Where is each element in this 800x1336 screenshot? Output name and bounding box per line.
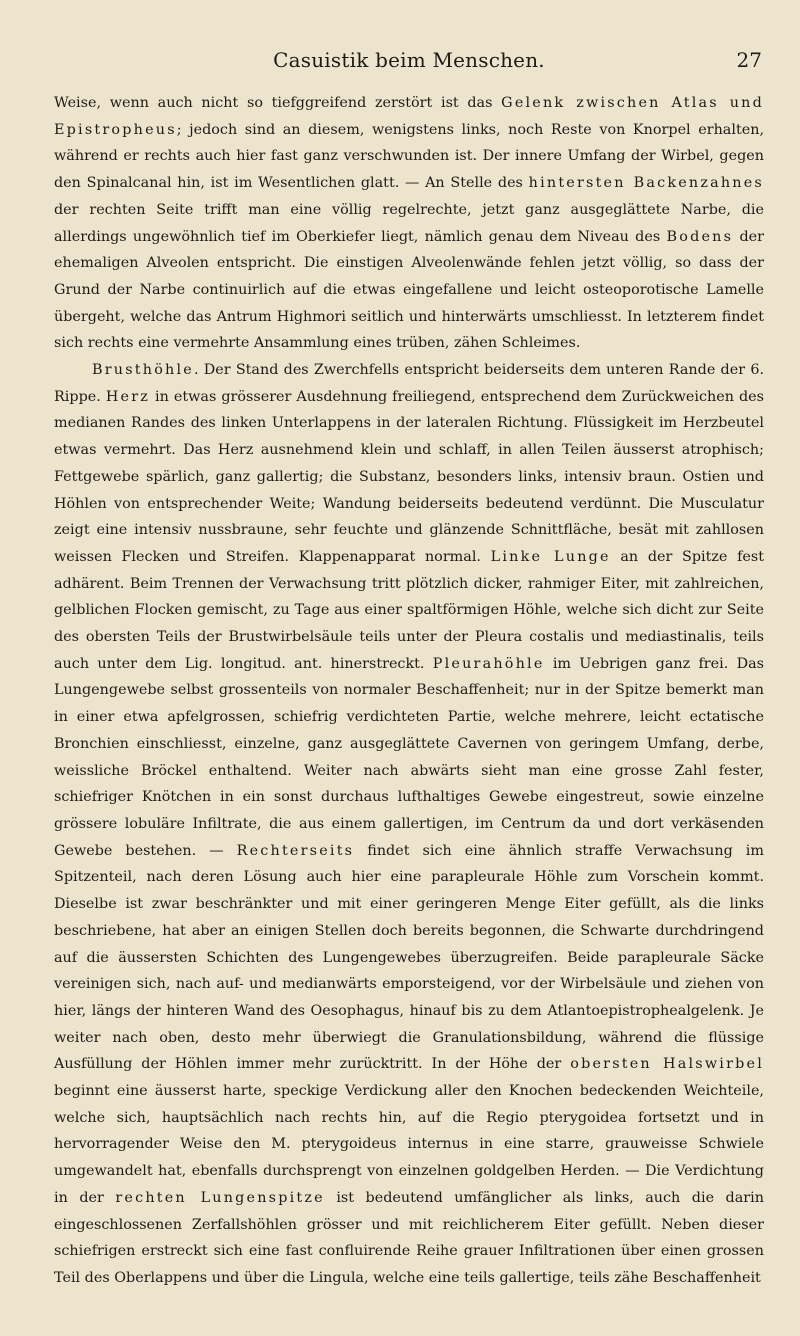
page-number: 27 <box>736 48 762 72</box>
text-run: beginnt eine äusserst harte, speckige Verdickung aller den Knochen bedeckenden Weichteile, welche sich, hauptsächlich nach rechts hin, auf die Regio pterygoidea fortsetzt und in hervorragender Weise den M. pterygoideus internus in eine starre, grauweisse Schwiele umgewandelt hat, ebenfalls durchsprengt von einzelnen goldgelben Herden. — Die Verdichtung in der <box>54 1083 764 1206</box>
text-run: im Uebrigen ganz frei. Das Lungengewebe selbst grossenteils von normaler Beschaffenheit; nur in der Spitze bemerkt man in einer etwa apfelgrossen, schiefrig verdichteten Partie, welche mehrere, leicht ectatische Bronchien einschliesst, einzelne, ganz ausgeglättete Cavernen von geringem Umfang, derbe, weissliche Bröckel enthaltend. Weiter nach abwärts sieht man eine grosse Zahl fester, schiefriger Knötchen in ein sonst durchaus lufthaltiges Gewebe eingestreut, sowie einzelne grössere lobuläre Infiltrate, die aus einem gallertigen, im Centrum da und dort verkäsenden Gewebe bestehen. — <box>54 655 764 859</box>
text-run: . Der Stand des Zwerchfells entspricht beiderseits dem unteren Rande der 6. Rippe. <box>54 362 764 405</box>
emphasized-term: rechten Lungenspitze <box>115 1189 325 1206</box>
emphasized-term: Bodens <box>666 228 734 245</box>
running-title: Casuistik beim Menschen. <box>273 48 545 72</box>
emphasized-term: Herz <box>105 388 151 405</box>
emphasized-term: Rechterseits <box>236 842 355 859</box>
paragraph <box>54 90 764 357</box>
text-run: Weise, wenn auch nicht so tiefggreifend zerstört ist das <box>54 95 502 111</box>
text-run: findet sich eine ähnlich straffe Verwachsung im Spitzenteil, nach deren Lösung auch hier eine parapleurale Höhle zum Vorschein kommt. Dieselbe ist zwar beschränkter und mit einer geringeren Menge Eiter gefüllt, als die links beschriebene, hat aber an einigen Stellen doch bereits begonnen, die Schwarte durchdringend auf die äussersten Schichten des Lungengewebes überzugreifen. Beide parapleurale Säcke vereinigen sich, nach auf- und medianwärts emporsteigend, vor der Wirbelsäule und ziehen von hier, längs der hinteren Wand des Oesophagus, hinauf bis zu dem Atlantoepistrophealgelenk. Je weiter nach oben, desto mehr überwiegt die Granulationsbildung, während die flüssige Ausfüllung der Höhlen immer mehr zurücktritt. In der Höhe der <box>54 842 764 1073</box>
body-text <box>54 90 764 1292</box>
text-run: an der Spitze fest adhärent. Beim Trennen der Verwachsung tritt plötzlich dicker, rahmiger Eiter, mit zahlreichen, gelblichen Flocken gemischt, zu Tage aus einer spaltförmigen Höhle, welche sich dicht zur Seite des obersten Teils der Brustwirbelsäule teils unter der Pleura costalis und mediastinalis, teils auch unter dem Lig. longitud. ant. hinerstreckt. <box>54 548 765 672</box>
emphasized-term: Linke Lunge <box>490 548 611 565</box>
emphasized-term: hintersten Backenzahnes <box>528 175 764 192</box>
text-run: der rechten Seite trifft man eine völlig regelrechte, jetzt ganz ausgeglättete Narbe, die allerdings ungewöhnlich tief im Oberkiefer liegt, nämlich genau dem Niveau des <box>54 201 764 245</box>
text-run: in etwas grösserer Ausdehnung freiliegend, entsprechend dem Zurückweichen des medianen Randes des linken Unterlappens in der lateralen Richtung. Flüssigkeit im Herzbeutel etwas vermehrt. Das Herz ausnehmend klein und schlaff, in allen Teilen äusserst atrophisch; Fettgewebe spärlich, ganz gallertig; die Substanz, besonders links, intensiv braun. Ostien und Höhlen von entsprechender Weite; Wandung beiderseits bedeutend verdünnt. Die Musculatur zeigt eine intensiv nussbraune, sehr feuchte und glänzende Schnittfläche, besät mit zahllosen weissen Flecken und Streifen. Klappenapparat normal. <box>54 388 764 565</box>
emphasized-term: Pleurahöhle <box>432 655 545 672</box>
text-run: ist bedeutend umfänglicher als links, auch die darin eingeschlossenen Zerfallshöhlen grösser und mit reichlicherem Eiter gefüllt. Neben dieser schiefrigen erstreckt sich eine fast confluirende Reihe grauer Infiltrationen über einen grossen Teil des Oberlappens und über die Lingula, welche eine teils gallertige, teils zähe Beschaffenheit <box>54 1189 764 1286</box>
text-run: ; jedoch sind an diesem, wenigstens links, noch Reste von Knorpel erhalten, während er rechts auch hier fast ganz verschwunden ist. Der innere Umfang der Wirbel, gegen den Spinalcanal hin, ist im Wesentlichen glatt. — An Stelle des <box>54 121 764 192</box>
paragraph <box>54 357 764 1292</box>
emphasized-term: Brusthöhle <box>92 362 194 379</box>
running-head <box>54 48 764 90</box>
emphasized-term: obersten Halswirbel <box>570 1056 764 1073</box>
emphasized-term: Gelenk zwischen Atlas und Epistropheus <box>54 95 764 138</box>
text-run: der ehemaligen Alveolen entspricht. Die einstigen Alveolenwände fehlen jetzt völlig, so dass der Grund der Narbe continuirlich auf die etwas eingefallene und leicht osteoporotische Lamelle übergeht, welche das Antrum Highmori seitlich und hinterwärts umschliesst. In letzterem findet sich rechts eine vermehrte Ansammlung eines trüben, zähen Schleimes. <box>54 228 764 352</box>
